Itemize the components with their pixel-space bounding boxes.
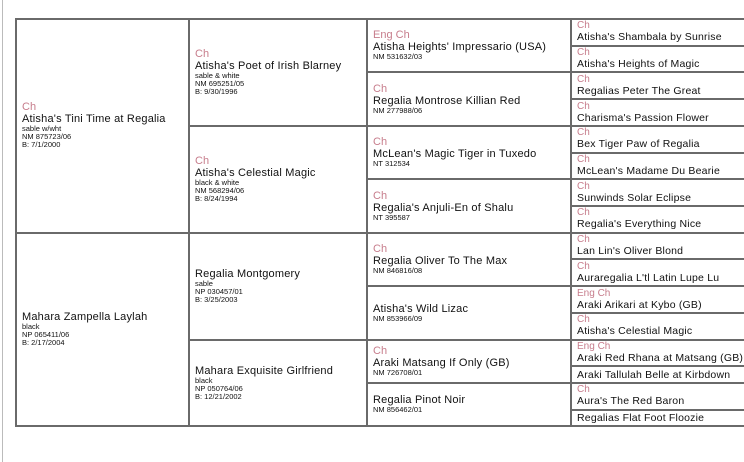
ancestor-color: sable & white (195, 70, 240, 80)
ancestor-title: Ch (577, 234, 590, 246)
ancestor-title: Ch (195, 154, 210, 167)
ancestor-reg: NM 846816/08 (373, 265, 423, 275)
ancestor-name: Atisha's Poet of Irish Blarney (195, 59, 342, 72)
ancestor-reg: NT 395587 (373, 212, 410, 222)
ancestor-reg: NP 050764/06 (195, 383, 243, 393)
ancestor-name: Mahara Exquisite Girlfriend (195, 364, 334, 377)
ancestor-cell-gen4 (571, 126, 744, 153)
ancestor-cell-gen4 (571, 206, 744, 233)
ancestor-cell-gen4 (571, 72, 744, 99)
pedigree-row (16, 233, 744, 260)
ancestor-name: Atisha's Celestial Magic (577, 325, 693, 338)
ancestor-reg: NM 695251/05 (195, 78, 245, 88)
ancestor-name: Atisha's Heights of Magic (577, 58, 700, 71)
ancestor-name: Araki Matsang If Only (GB) (373, 356, 510, 369)
ancestor-cell-gen2 (189, 233, 367, 340)
ancestor-cell-gen3 (367, 126, 571, 179)
ancestor-reg: NM 875723/06 (22, 132, 72, 142)
ancestor-title: Ch (373, 82, 388, 95)
ancestor-name: Bex Tiger Paw of Regalia (577, 138, 700, 151)
ancestor-title: Ch (577, 180, 590, 192)
ancestor-name: Regalia Oliver To The Max (373, 254, 508, 267)
ancestor-name: Charisma's Passion Flower (577, 111, 709, 124)
ancestor-cell-gen3 (367, 72, 571, 125)
ancestor-cell-gen4 (571, 153, 744, 180)
ancestor-name: Regalia Montgomery (195, 268, 301, 281)
ancestor-reg: NT 312534 (373, 159, 410, 169)
page-edge-line (2, 0, 3, 462)
ancestor-name: McLean's Madame Du Bearie (577, 164, 720, 177)
ancestor-name: Mahara Zampella Laylah (22, 311, 148, 324)
ancestor-cell-gen4 (571, 286, 744, 313)
ancestor-birth: B: 9/30/1996 (195, 86, 238, 96)
ancestor-reg: NM 277988/06 (373, 105, 423, 115)
ancestor-title: Eng Ch (577, 287, 611, 299)
ancestor-name: Atisha's Shambala by Sunrise (577, 31, 722, 44)
ancestor-birth: B: 2/17/2004 (22, 338, 65, 348)
ancestor-name: Regalia Montrose Killian Red (373, 94, 521, 107)
ancestor-title: Ch (373, 344, 388, 357)
ancestor-title: Eng Ch (577, 340, 611, 352)
ancestor-name: Araki Arikari at Kybo (GB) (577, 298, 702, 311)
ancestor-title: Ch (577, 260, 590, 272)
ancestor-title: Ch (577, 153, 590, 165)
ancestor-cell-gen4 (571, 259, 744, 286)
ancestor-title: Ch (577, 20, 590, 32)
ancestor-name: Aura's The Red Baron (577, 395, 685, 408)
ancestor-cell-gen3 (367, 286, 571, 339)
ancestor-name: Regalia Pinot Noir (373, 394, 466, 407)
pedigree-table (15, 18, 744, 427)
ancestor-title: Ch (577, 384, 590, 396)
ancestor-cell-gen3 (367, 179, 571, 232)
ancestor-title: Ch (577, 127, 590, 139)
ancestor-title: Ch (22, 101, 37, 114)
ancestor-name: Atisha's Tini Time at Regalia (22, 113, 166, 126)
ancestor-cell-gen2 (189, 340, 367, 426)
ancestor-cell-gen4 (571, 340, 744, 367)
ancestor-cell-gen4 (571, 383, 744, 410)
ancestor-color: black & white (195, 177, 240, 187)
ancestor-name: Regalia's Anjuli-En of Shalu (373, 201, 514, 214)
ancestor-name: Atisha's Celestial Magic (195, 166, 316, 179)
ancestor-name: Araki Tallulah Belle at Kirbdown (577, 368, 731, 381)
ancestor-color: black (22, 322, 40, 332)
ancestor-cell-gen4 (571, 313, 744, 340)
ancestor-color: sable (195, 279, 213, 289)
ancestor-reg: NM 568294/06 (195, 185, 245, 195)
ancestor-cell-gen4 (571, 366, 744, 382)
ancestor-title: Eng Ch (373, 29, 410, 42)
ancestor-cell-gen2 (189, 126, 367, 233)
ancestor-name: McLean's Magic Tiger in Tuxedo (373, 148, 537, 161)
ancestor-cell-gen4 (571, 99, 744, 126)
ancestor-title: Ch (373, 136, 388, 149)
ancestor-cell-gen1 (16, 233, 189, 426)
ancestor-name: Sunwinds Solar Eclipse (577, 191, 692, 204)
ancestor-title: Ch (373, 242, 388, 255)
ancestor-name: Regalias Flat Foot Floozie (577, 411, 705, 424)
ancestor-title: Ch (577, 73, 590, 85)
ancestor-title: Ch (577, 314, 590, 326)
ancestor-birth: B: 12/21/2002 (195, 391, 242, 401)
ancestor-name: Regalias Peter The Great (577, 84, 701, 97)
ancestor-cell-gen4 (571, 46, 744, 73)
ancestor-cell-gen2 (189, 19, 367, 126)
ancestor-birth: B: 3/25/2003 (195, 295, 238, 305)
pedigree-row (16, 19, 744, 46)
ancestor-name: Auraregalia L'tl Latin Lupe Lu (577, 271, 720, 284)
ancestor-reg: NM 726708/01 (373, 367, 423, 377)
ancestor-reg: NP 030457/01 (195, 287, 243, 297)
ancestor-reg: NM 853966/09 (373, 313, 423, 323)
ancestor-cell-gen1 (16, 19, 189, 233)
ancestor-name: Regalia's Everything Nice (577, 218, 702, 231)
ancestor-cell-gen4 (571, 179, 744, 206)
ancestor-name: Atisha's Wild Lizac (373, 302, 469, 315)
ancestor-name: Atisha Heights' Impressario (USA) (373, 41, 547, 54)
ancestor-title: Ch (373, 189, 388, 202)
ancestor-cell-gen3 (367, 233, 571, 286)
ancestor-reg: NP 065411/06 (22, 330, 70, 340)
ancestor-cell-gen3 (367, 340, 571, 383)
ancestor-cell-gen4 (571, 410, 744, 427)
ancestor-color: black (195, 375, 213, 385)
ancestor-title: Ch (577, 207, 590, 219)
ancestor-cell-gen3 (367, 19, 571, 72)
ancestor-reg: NM 531632/03 (373, 52, 423, 62)
ancestor-birth: B: 8/24/1994 (195, 193, 238, 203)
ancestor-name: Araki Red Rhana at Matsang (GB) (577, 351, 744, 364)
ancestor-reg: NM 856462/01 (373, 405, 423, 415)
ancestor-name: Lan Lin's Oliver Blond (577, 245, 684, 258)
ancestor-birth: B: 7/1/2000 (22, 140, 61, 150)
ancestor-title: Ch (577, 47, 590, 59)
ancestor-cell-gen3 (367, 383, 571, 426)
ancestor-cell-gen4 (571, 233, 744, 260)
ancestor-title: Ch (577, 100, 590, 112)
ancestor-color: sable w/wht (22, 124, 62, 134)
ancestor-title: Ch (195, 47, 210, 60)
ancestor-cell-gen4 (571, 19, 744, 46)
